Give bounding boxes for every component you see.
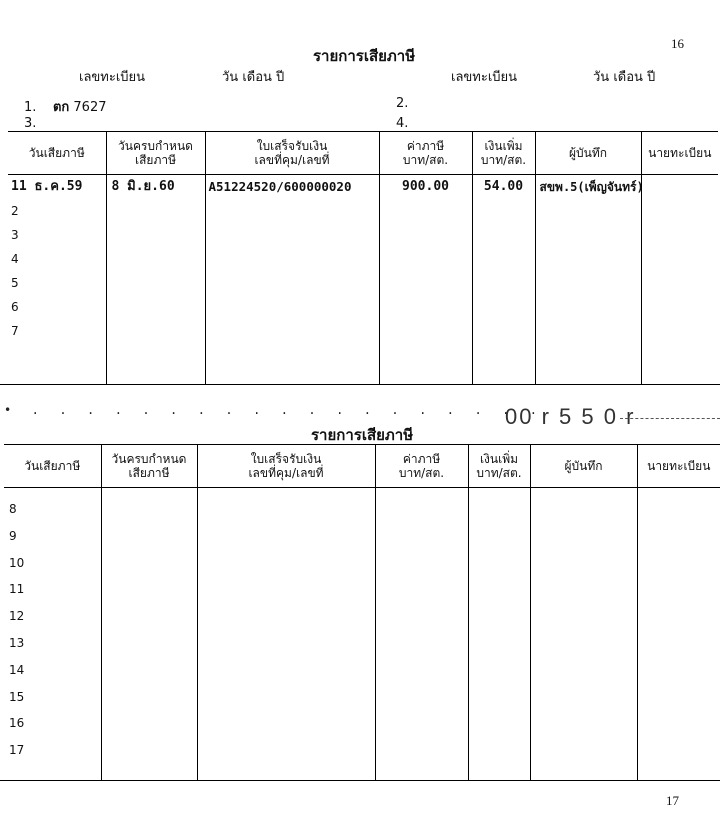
col-tax: ค่าภาษี บาท/สต. [379,132,472,175]
section2-title: รายการเสียภาษี [311,426,414,444]
recorder-cell: สขพ.5(เพ็ญจันทร์) [535,175,641,385]
serial-number: 00 r 5 5 0 r [505,404,636,429]
table-row: 2 [11,204,19,218]
table-row: 4 [11,252,19,266]
table-row: 6 [11,300,19,314]
table-row: 12 [9,609,25,624]
col-due-date: วันครบกำหนด เสียภาษี [106,132,205,175]
col-receipt: ใบเสร็จรับเงิน เลขที่คุม/เลขที่ [205,132,379,175]
table-row: 3 [11,228,19,242]
payment-date-cell [4,488,101,781]
surcharge-cell: 54.00 [472,175,535,385]
table-row: 15 [9,689,25,704]
table-2-bottom-border [0,780,720,781]
col-tax: ค่าภาษี บาท/สต. [375,445,468,488]
registration-value: 7627 [73,100,107,115]
col-recorder: ผู้บันทึก [535,132,641,175]
table-row: 17 [9,743,25,758]
registration-number: 4. [396,116,409,131]
receipt-cell [197,488,375,781]
registration-number: 1. [24,100,37,115]
due-date-cell [101,488,197,781]
registration-province: ตก [52,100,70,115]
page-number-bottom: 17 [666,793,679,808]
due-date-cell: 8 มิ.ย.60 [106,175,205,385]
reg-label-right: เลขทะเบียน [451,70,518,85]
col-recorder: ผู้บันทึก [530,445,637,488]
col-surcharge: เงินเพิ่ม บาท/สต. [468,445,530,488]
registrar-cell [641,175,718,385]
table-row: 11 ธ.ค.59 [11,179,83,194]
table-1-bottom-border [0,384,720,385]
registration-4 [396,116,408,131]
surcharge-cell [468,488,530,781]
table-row: 8 [9,502,17,516]
table-row: 13 [9,635,25,650]
perforation-dots: • . . . . . . . . . . . . . . . . . . . . [4,403,567,417]
registration-number: 3. [24,116,37,131]
table-row: 16 [9,716,25,731]
col-receipt: ใบเสร็จรับเงิน เลขที่คุม/เลขที่ [197,445,375,488]
tax-table-2 [4,444,720,781]
col-payment-date: วันเสียภาษี [4,445,101,488]
date-label-right: วัน เดือน ปี [593,70,656,85]
table-row: 9 [9,528,17,543]
registration-1 [24,96,107,117]
col-registrar: นายทะเบียน [641,132,718,175]
col-surcharge: เงินเพิ่ม บาท/สต. [472,132,535,175]
col-payment-date: วันเสียภาษี [8,132,106,175]
serial-line [620,418,720,419]
payment-date-cell [8,175,106,385]
table-row: 7 [11,324,19,338]
date-label-left: วัน เดือน ปี [222,70,285,85]
reg-label-left: เลขทะเบียน [79,70,146,85]
col-registrar: นายทะเบียน [637,445,720,488]
col-due-date: วันครบกำหนด เสียภาษี [101,445,197,488]
receipt-cell: A51224520/600000020 [205,175,379,385]
registration-3 [24,116,36,131]
table-row: 11 [9,582,25,597]
tax-cell [375,488,468,781]
registration-2 [396,96,408,111]
table-row: 14 [9,662,25,677]
table-row: 10 [9,555,25,570]
tax-cell: 900.00 [379,175,472,385]
recorder-cell [530,488,637,781]
page-number-top: 16 [671,36,684,51]
registration-number: 2. [396,96,409,111]
section1-title: รายการเสียภาษี [313,47,416,65]
tax-table-1 [8,131,718,385]
table-row: 5 [11,276,19,290]
registrar-cell [637,488,720,781]
